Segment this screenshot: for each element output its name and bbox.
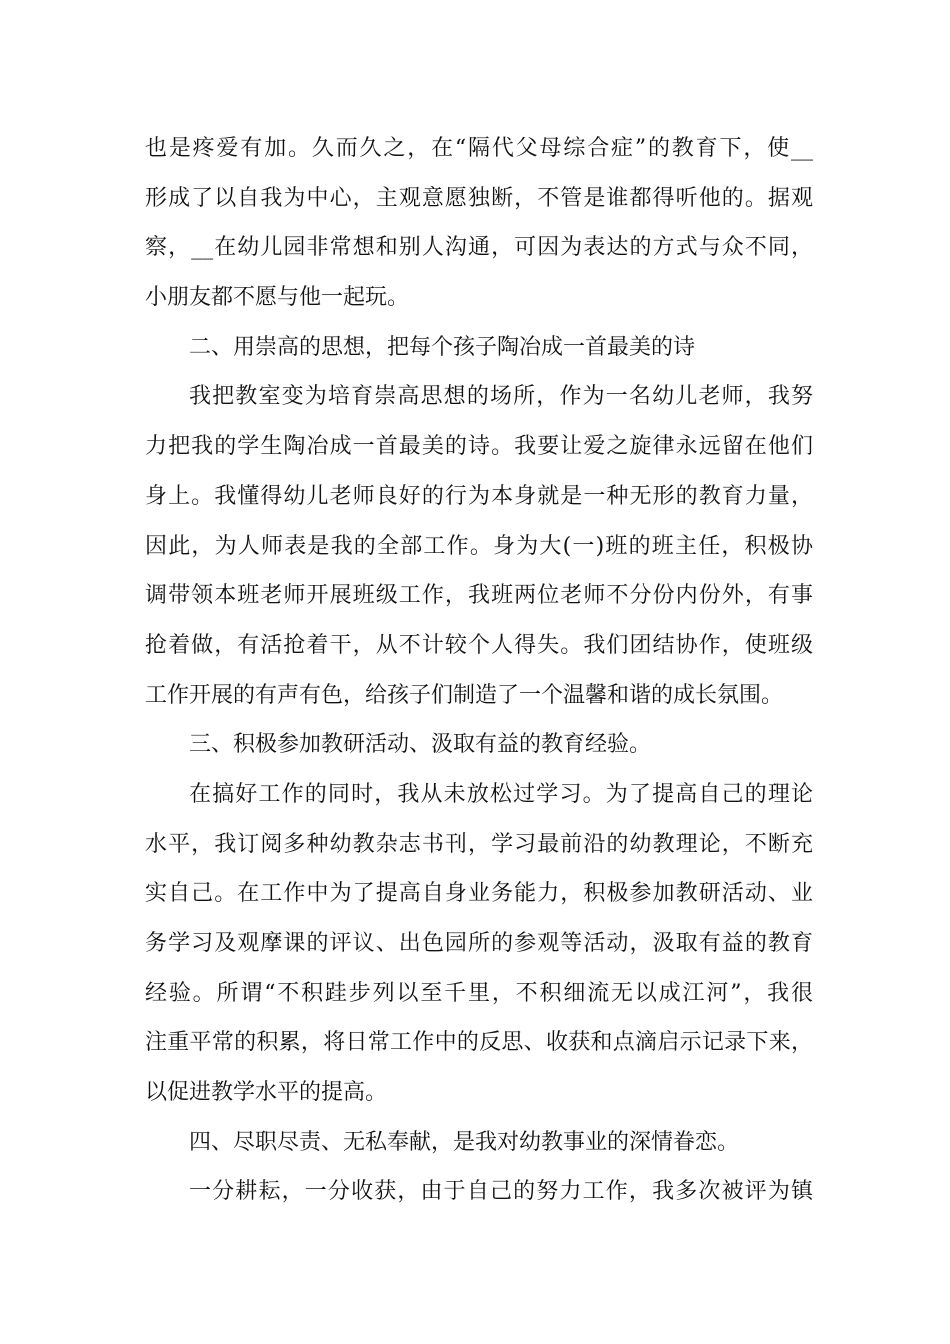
text-line: 形成了以自我为中心，主观意愿独断，不管是谁都得听他的。据观 [145,185,813,211]
text-line: 一分耕耘，一分收获，由于自己的努力工作，我多次被评为镇 [189,1179,813,1205]
text-line: 在搞好工作的同时，我从未放松过学习。为了提高自己的理论 [189,781,813,807]
section-heading: 二、用崇高的思想，把每个孩子陶冶成一首最美的诗 [189,334,696,360]
document-body [145,124,813,1217]
text-line: 我把教室变为培育崇高思想的场所，作为一名幼儿老师，我努 [189,384,813,410]
text-line: 实自己。在工作中为了提高自身业务能力，积极参加教研活动、业 [145,881,813,907]
text-line: 小朋友都不愿与他一起玩。 [145,285,410,311]
text-line: 调带领本班老师开展班级工作，我班两位老师不分份内份外，有事 [145,583,813,609]
section-heading: 三、积极参加教研活动、汲取有益的教育经验。 [189,732,652,758]
text-line: 经验。所谓“不积跬步列以至千里，不积细流无以成江河”，我很 [145,980,813,1006]
section-heading: 四、尽职尽责、无私奉献，是我对幼教事业的深情眷恋。 [189,1129,740,1155]
text-line: 注重平常的积累，将日常工作中的反思、收获和点滴启示记录下来， [145,1030,813,1056]
text-line: 工作开展的有声有色，给孩子们制造了一个温馨和谐的成长氛围。 [145,682,784,708]
text-line: 也是疼爱有加。久而久之，在“隔代父母综合症”的教育下，使__ [145,136,813,161]
text-line: 抢着做，有活抢着干，从不计较个人得失。我们团结协作，使班级 [145,632,813,658]
text-line: 因此，为人师表是我的全部工作。身为大(一)班的班主任，积极协 [145,533,813,559]
text-line: 察，__在幼儿园非常想和别人沟通，可因为表达的方式与众不同， [145,235,813,261]
text-line: 以促进教学水平的提高。 [145,1080,388,1106]
text-line: 身上。我懂得幼儿老师良好的行为本身就是一种无形的教育力量， [145,483,813,509]
text-line: 务学习及观摩课的评议、出色园所的参观等活动，汲取有益的教育 [145,931,813,956]
text-line: 水平，我订阅多种幼教杂志书刊，学习最前沿的幼教理论，不断充 [145,831,813,857]
text-line: 力把我的学生陶冶成一首最美的诗。我要让爱之旋律永远留在他们 [145,434,813,460]
